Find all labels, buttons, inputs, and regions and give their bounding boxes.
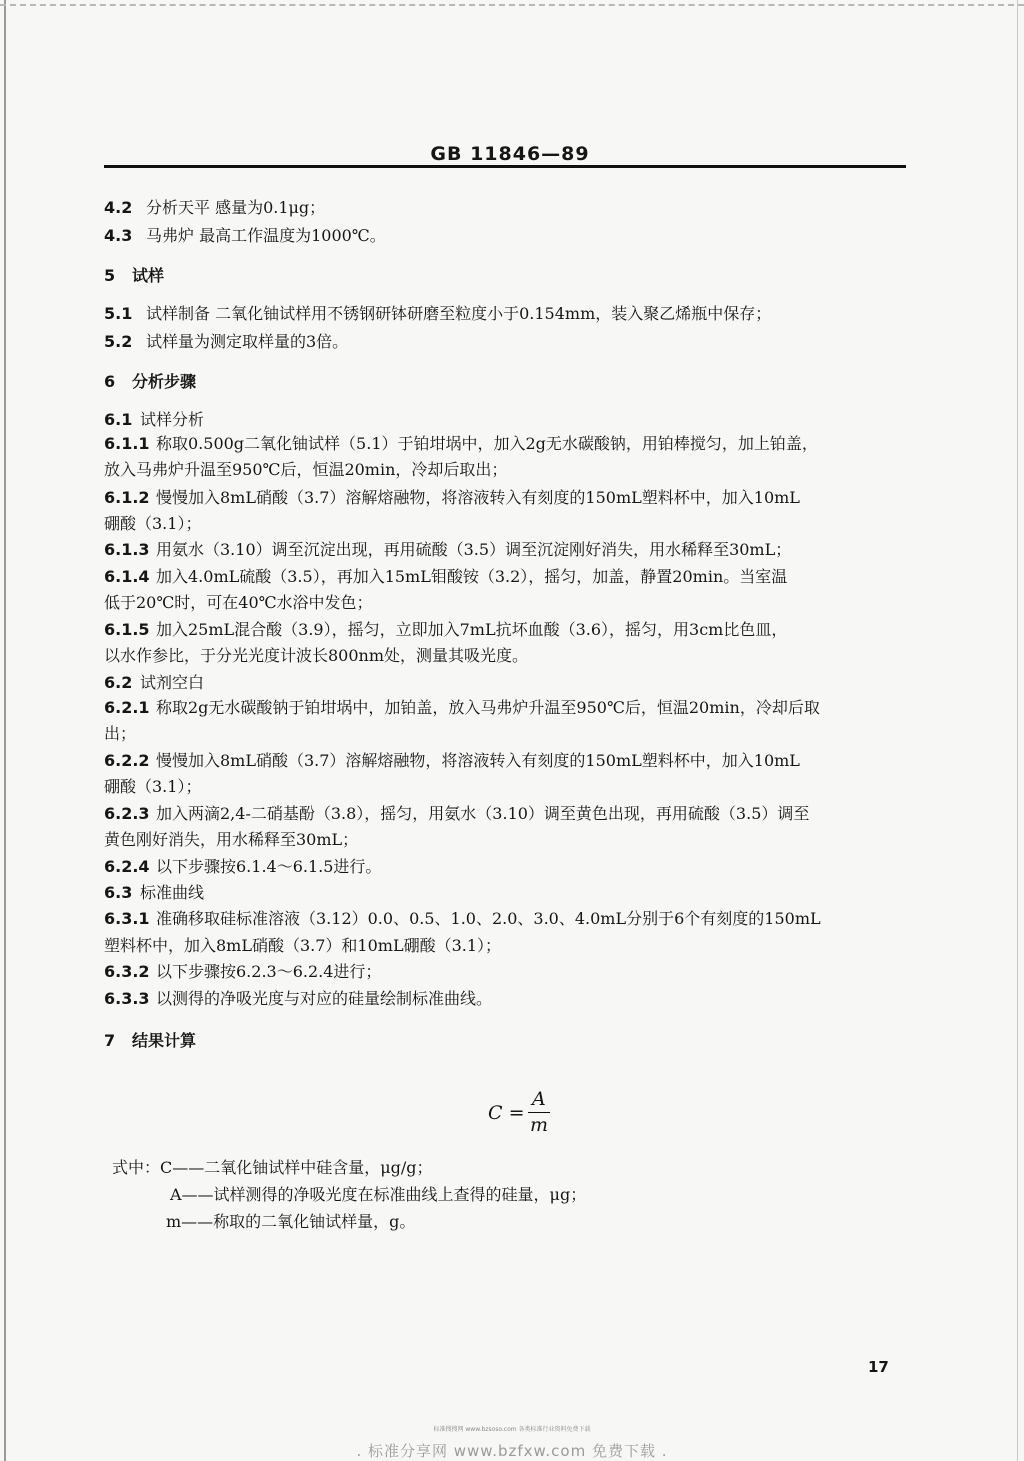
clause-6-3 — [104, 882, 204, 904]
fraction-bar — [528, 1112, 550, 1113]
clause-text: 加入25mL混合酸（3.9），摇匀，立即加入7mL抗坏血酸（3.6），摇匀，用3cm比色皿， — [156, 620, 788, 639]
clause-number: 6.2.3 — [104, 804, 150, 823]
clause-text: 试样分析 — [140, 410, 205, 429]
clause-6-2-4 — [104, 856, 381, 878]
section-title: 分析步骤 — [132, 372, 197, 391]
clause-number: 6.1.3 — [104, 540, 150, 559]
scan-left-edge — [4, 0, 6, 1461]
section-title: 试样 — [132, 266, 165, 285]
clause-6-2-2 — [104, 750, 800, 772]
scan-top-edge — [0, 4, 1024, 6]
formula-denominator: m — [530, 1114, 549, 1136]
formula-numerator: A — [532, 1088, 546, 1110]
clause-text: 低于20℃时，可在40℃水浴中发色； — [104, 593, 373, 612]
clause-text: 以水作参比，于分光光度计波长800nm处，测量其吸光度。 — [104, 646, 529, 665]
clause-number: 5.1 — [104, 304, 133, 323]
clause-text: 加入两滴2,4-二硝基酚（3.8），摇匀，用氨水（3.10）调至黄色出现，再用硫酸（3.5）调至 — [156, 804, 810, 823]
formula-lhs: C = — [488, 1102, 525, 1124]
clause-6-1-3 — [104, 539, 791, 561]
clause-text: 标准曲线 — [140, 883, 205, 902]
clause-6-1-4 — [104, 566, 787, 588]
clause-text: 试剂空白 — [140, 673, 205, 692]
section-number: 6 — [104, 372, 116, 391]
clause-6-3-2 — [104, 961, 381, 983]
clause-number: 6.3.1 — [104, 909, 150, 928]
clause-text: 黄色刚好消失，用水稀释至30mL； — [104, 830, 359, 849]
clause-4-3 — [104, 225, 386, 247]
clause-number: 4.3 — [104, 226, 133, 245]
clause-text: 分析天平 感量为0.1μg； — [146, 198, 326, 217]
clause-number: 4.2 — [104, 198, 133, 217]
clause-text: 以测得的净吸光度与对应的硅量绘制标准曲线。 — [156, 989, 493, 1008]
clause-6-1-5-cont — [104, 645, 528, 667]
result-formula — [488, 1088, 558, 1138]
clause-6-2-3 — [104, 803, 809, 825]
definition-text: 式中：C——二氧化铀试样中硅含量，μg/g； — [112, 1158, 433, 1177]
clause-number: 6.1.2 — [104, 488, 150, 507]
definition-a — [170, 1184, 586, 1206]
clause-text: 以下步骤按6.2.3～6.2.4进行； — [156, 962, 382, 981]
clause-6-2-3-cont — [104, 829, 358, 851]
clause-4-2 — [104, 197, 325, 219]
clause-6-1 — [104, 409, 204, 431]
clause-6-3-1-cont — [104, 935, 501, 957]
clause-6-2 — [104, 672, 204, 694]
clause-6-1-2-cont — [104, 513, 201, 535]
page-number: 17 — [868, 1358, 889, 1376]
clause-6-1-1 — [104, 433, 818, 455]
definition-text: m——称取的二氧化铀试样量，g。 — [166, 1212, 416, 1231]
clause-number: 6.3.2 — [104, 962, 150, 981]
clause-text: 马弗炉 最高工作温度为1000℃。 — [146, 226, 386, 245]
definition-text: A——试样测得的净吸光度在标准曲线上查得的硅量，μg； — [170, 1185, 587, 1204]
clause-text: 用氨水（3.10）调至沉淀出现，再用硫酸（3.5）调至沉淀刚好消失，用水稀释至30mL； — [156, 540, 792, 559]
clause-text: 慢慢加入8mL硝酸（3.7）溶解熔融物，将溶液转入有刻度的150mL塑料杯中，加入10mL — [156, 488, 800, 507]
definition-c — [112, 1157, 433, 1179]
clause-6-3-1 — [104, 908, 821, 930]
section-7-heading — [104, 1030, 196, 1052]
clause-number: 5.2 — [104, 332, 133, 351]
clause-text: 准确移取硅标准溶液（3.12）0.0、0.5、1.0、2.0、3.0、4.0mL分别于6个有刻度的150mL — [156, 909, 821, 928]
clause-number: 6.2.1 — [104, 698, 150, 717]
clause-number: 6.1.5 — [104, 620, 150, 639]
clause-number: 6.2.2 — [104, 751, 150, 770]
definition-m — [166, 1211, 415, 1233]
clause-text: 试样制备 二氧化铀试样用不锈钢研钵研磨至粒度小于0.154mm，装入聚乙烯瓶中保存； — [146, 304, 772, 323]
clause-number: 6.2.4 — [104, 857, 150, 876]
header-rule — [104, 165, 906, 168]
clause-6-1-4-cont — [104, 592, 373, 614]
section-5-heading — [104, 265, 164, 287]
clause-text: 放入马弗炉升温至950℃后，恒温20min，冷却后取出； — [104, 460, 508, 479]
clause-6-1-2 — [104, 487, 800, 509]
section-title: 结果计算 — [132, 1031, 197, 1050]
clause-text: 硼酸（3.1）； — [104, 514, 202, 533]
clause-6-1-5 — [104, 619, 787, 641]
clause-6-2-1-cont — [104, 723, 136, 745]
section-6-heading — [104, 371, 196, 393]
footer-source-note: 标准搜搜网 www.bzsoso.com 各类标准行业资料免费下载 — [433, 1426, 591, 1433]
clause-6-2-2-cont — [104, 776, 201, 798]
clause-text: 加入4.0mL硫酸（3.5），再加入15mL钼酸铵（3.2），摇匀，加盖，静置20min。当室温 — [156, 567, 788, 586]
clause-6-1-1-cont — [104, 459, 507, 481]
clause-text: 称取2g无水碳酸钠于铂坩埚中，加铂盖，放入马弗炉升温至950℃后，恒温20min，冷却后取 — [156, 698, 820, 717]
clause-number: 6.1.4 — [104, 567, 150, 586]
section-number: 5 — [104, 266, 116, 285]
clause-text: 称取0.500g二氧化铀试样（5.1）于铂坩埚中，加入2g无水碳酸钠，用铂棒搅匀，加上铂盖， — [156, 434, 818, 453]
section-number: 7 — [104, 1031, 116, 1050]
clause-5-1 — [104, 303, 771, 325]
clause-number: 6.1.1 — [104, 434, 150, 453]
footer-watermark: . 标准分享网 www.bzfxw.com 免费下载 . — [356, 1442, 668, 1460]
clause-number: 6.2 — [104, 673, 133, 692]
clause-text: 试样量为测定取样量的3倍。 — [146, 332, 349, 351]
scan-right-edge — [1017, 0, 1018, 1461]
clause-6-2-1 — [104, 697, 820, 719]
clause-number: 6.3.3 — [104, 989, 150, 1008]
clause-text: 硼酸（3.1）； — [104, 777, 202, 796]
clause-text: 以下步骤按6.1.4～6.1.5进行。 — [156, 857, 382, 876]
clause-number: 6.3 — [104, 883, 133, 902]
clause-text: 慢慢加入8mL硝酸（3.7）溶解熔融物，将溶液转入有刻度的150mL塑料杯中，加入10mL — [156, 751, 800, 770]
clause-6-3-3 — [104, 988, 492, 1010]
clause-text: 出； — [104, 724, 137, 743]
standard-code-header: GB 11846—89 — [430, 143, 590, 165]
clause-text: 塑料杯中，加入8mL硝酸（3.7）和10mL硼酸（3.1）； — [104, 936, 502, 955]
clause-5-2 — [104, 331, 348, 353]
clause-number: 6.1 — [104, 410, 133, 429]
